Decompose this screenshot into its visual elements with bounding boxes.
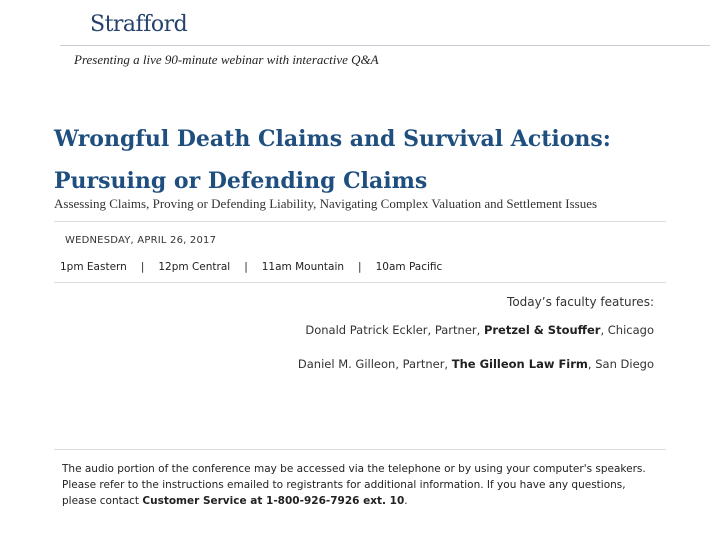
notice-end: . [404,495,408,507]
tagline: Presenting a live 90-minute webinar with interactive Q&A [74,52,379,67]
time-separator: | [244,261,248,273]
faculty-city: , San Diego [587,357,654,371]
divider-upper [54,221,666,222]
faculty-firm: The Gilleon Law Firm [451,357,588,371]
faculty-firm: Pretzel & Stouffer [483,323,601,337]
time-separator: | [358,261,362,273]
webinar-times [60,261,442,273]
title-line-1: Wrongful Death Claims and Survival Actions: [54,126,611,152]
header-divider [60,45,710,46]
divider-middle [54,282,666,283]
faculty-name: Donald Patrick Eckler, Partner, [305,323,484,337]
faculty-name: Daniel M. Gilleon, Partner, [297,357,452,371]
divider-lower [54,449,666,450]
faculty-member [298,357,654,371]
faculty-city: , Chicago [600,323,654,337]
time-pacific: 10am Pacific [375,261,443,273]
time-eastern: 1pm Eastern [60,261,127,273]
notice-text: The audio portion of the conference may be accessed via the telephone or by using your computer's speakers. Please refer to the instructions emailed to registrants for additional information. If you have any questions, please contact [62,463,646,507]
title-line-2: Pursuing or Defending Claims [54,168,428,194]
audio-notice [62,461,662,509]
faculty-member [305,323,654,337]
faculty-heading: Today’s faculty features: [507,295,654,309]
time-central: 12pm Central [158,261,231,273]
webinar-title [54,118,694,202]
customer-service-contact: Customer Service at 1-800-926-7926 ext. 10 [142,495,405,507]
strafford-logo: Strafford [90,12,188,37]
time-mountain: 11am Mountain [261,261,345,273]
time-separator: | [140,261,145,273]
webinar-date: WEDNESDAY, APRIL 26, 2017 [65,235,217,246]
webinar-subtitle: Assessing Claims, Proving or Defending Liability, Navigating Complex Valuation and Settlement Issues [54,196,598,211]
